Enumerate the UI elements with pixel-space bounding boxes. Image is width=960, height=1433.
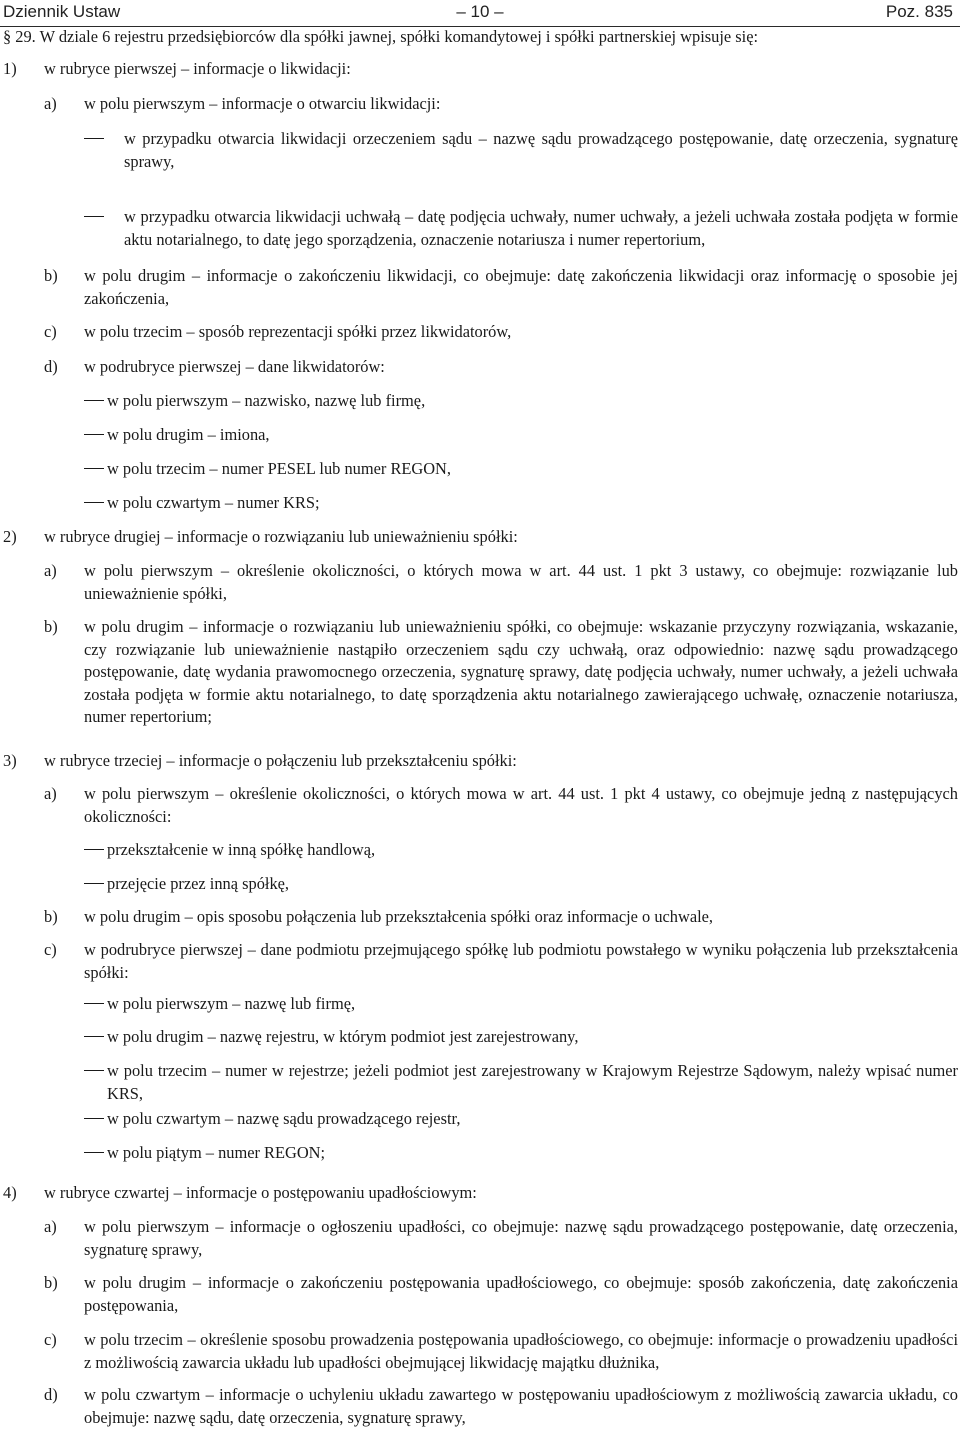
journal-title: Dziennik Ustaw bbox=[3, 2, 121, 21]
subitem-letter: b) bbox=[44, 266, 58, 285]
item-number: 2) bbox=[3, 527, 17, 546]
item-number: 4) bbox=[3, 1183, 17, 1202]
subitem-letter: a) bbox=[44, 784, 57, 803]
subitem-letter: b) bbox=[44, 1273, 58, 1292]
dash-item-text: w przypadku otwarcia likwidacji orzeczeniem sądu – nazwę sądu prowadzącego postępowanie, datę orzeczenia, sygnaturę sprawy, bbox=[124, 129, 958, 171]
dash-marker bbox=[84, 1003, 104, 1004]
dash-item-text: w polu trzecim – numer PESEL lub numer REGON, bbox=[107, 459, 451, 478]
subitem-letter: d) bbox=[44, 357, 58, 376]
subitem-text: w polu drugim – informacje o zakończeniu postępowania upadłościowego, co obejmuje: sposób zakończenia, datę zakończenia postępowania, bbox=[84, 1273, 958, 1315]
dash-marker bbox=[84, 1118, 104, 1119]
section-intro: § 29. W dziale 6 rejestru przedsiębiorców dla spółki jawnej, spółki komandytowej i spółki partnerskiej wpisuje się: bbox=[3, 27, 759, 46]
subitem-letter: c) bbox=[44, 1330, 57, 1349]
dash-marker bbox=[84, 1152, 104, 1153]
dash-marker bbox=[84, 138, 104, 139]
subitem-text: w polu pierwszym – określenie okoliczności, o których mowa w art. 44 ust. 1 pkt 3 ustawy, co obejmuje: rozwiązanie lub unieważnienie spółki, bbox=[84, 561, 958, 603]
subitem-text: w podrubryce pierwszej – dane likwidatorów: bbox=[84, 357, 385, 376]
item-text: w rubryce czwartej – informacje o postępowaniu upadłościowym: bbox=[44, 1183, 477, 1202]
dash-marker bbox=[84, 883, 104, 884]
dash-item-text: w polu drugim – imiona, bbox=[107, 425, 270, 444]
subitem-letter: b) bbox=[44, 617, 58, 636]
dash-item-text: w polu drugim – nazwę rejestru, w którym podmiot jest zarejestrowany, bbox=[107, 1027, 579, 1046]
dash-item-text: w przypadku otwarcia likwidacji uchwałą – datę podjęcia uchwały, numer uchwały, a jeżeli uchwała została podjęta w formie aktu notarialnego, to datę jego sporządzenia, oznaczenie notariusza i numer repertorium, bbox=[124, 207, 958, 249]
item-text: w rubryce drugiej – informacje o rozwiązaniu lub unieważnieniu spółki: bbox=[44, 527, 518, 546]
page-header bbox=[0, 0, 960, 27]
dash-item-text: w polu pierwszym – nazwisko, nazwę lub firmę, bbox=[107, 391, 426, 410]
subitem-letter: a) bbox=[44, 94, 57, 113]
dash-item-text: przejęcie przez inną spółkę, bbox=[107, 874, 290, 893]
subitem-letter: a) bbox=[44, 561, 57, 580]
dash-marker bbox=[84, 216, 104, 217]
subitem-text: w podrubryce pierwszej – dane podmiotu przejmującego spółkę lub podmiotu powstałego w wyniku połączenia lub przekształcenia spółki: bbox=[84, 940, 958, 982]
subitem-letter: a) bbox=[44, 1217, 57, 1236]
subitem-text: w polu pierwszym – informacje o ogłoszeniu upadłości, co obejmuje: nazwę sądu prowadzącego postępowanie, datę orzeczenia, sygnaturę sprawy, bbox=[84, 1217, 958, 1259]
dash-marker bbox=[84, 849, 104, 850]
position-number: Poz. 835 bbox=[885, 2, 953, 21]
subitem-text: w polu drugim – informacje o zakończeniu likwidacji, co obejmuje: datę zakończenia likwidacji oraz informację o sposobie jej zakończenia, bbox=[84, 266, 958, 308]
subitem-letter: b) bbox=[44, 907, 58, 926]
subitem-letter: d) bbox=[44, 1385, 58, 1404]
dash-marker bbox=[84, 400, 104, 401]
subitem-text: w polu pierwszym – określenie okoliczności, o których mowa w art. 44 ust. 1 pkt 4 ustawy, co obejmuje jedną z następujących okoliczności: bbox=[84, 784, 958, 826]
dash-item-text: przekształcenie w inną spółkę handlową, bbox=[107, 840, 376, 859]
dash-marker bbox=[84, 1070, 104, 1071]
item-text: w rubryce pierwszej – informacje o likwidacji: bbox=[44, 59, 351, 78]
dash-item-text: w polu pierwszym – nazwę lub firmę, bbox=[107, 994, 356, 1013]
subitem-text: w polu trzecim – sposób reprezentacji spółki przez likwidatorów, bbox=[84, 322, 512, 341]
dash-item-text: w polu piątym – numer REGON; bbox=[107, 1143, 326, 1162]
dash-item-text: w polu czwartym – nazwę sądu prowadzącego rejestr, bbox=[107, 1109, 461, 1128]
subitem-text: w polu drugim – opis sposobu połączenia lub przekształcenia spółki oraz informacje o uchwale, bbox=[84, 907, 714, 926]
item-number: 1) bbox=[3, 59, 17, 78]
subitem-text: w polu pierwszym – informacje o otwarciu likwidacji: bbox=[84, 94, 441, 113]
dash-marker bbox=[84, 1036, 104, 1037]
dash-marker bbox=[84, 502, 104, 503]
subitem-text: w polu trzecim – określenie sposobu prowadzenia postępowania upadłościowego, co obejmuje: informacje o prowadzeniu upadłości z możliwością zawarcia układu lub upadłości obejmującej likwidację majątku dłużnika, bbox=[84, 1330, 958, 1372]
subitem-letter: c) bbox=[44, 940, 57, 959]
subitem-letter: c) bbox=[44, 322, 57, 341]
subitem-text: w polu czwartym – informacje o uchyleniu układu zawartego w postępowaniu upadłościowym z możliwością zawarcia układu, co obejmuje: nazwę sądu, datę orzeczenia, sygnaturę sprawy, bbox=[84, 1385, 958, 1427]
dash-item-text: w polu trzecim – numer w rejestrze; jeżeli podmiot jest zarejestrowany w Krajowym Rejestrze Sądowym, należy wpisać numer KRS, bbox=[107, 1061, 958, 1103]
dash-item-text: w polu czwartym – numer KRS; bbox=[107, 493, 320, 512]
dash-marker bbox=[84, 468, 104, 469]
subitem-text: w polu drugim – informacje o rozwiązaniu lub unieważnieniu spółki, co obejmuje: wskazanie przyczyny rozwiązania, wskazanie, czy rozwiązanie lub unieważnienie nastąpiło orzeczeniem sądu czy uchwałą, oraz odpowiednio: nazwę sądu prowadzącego postępowanie, datę wydania prawomocnego orzeczenia, sygnaturę sprawy, datę podjęcia uchwały, numer uchwały, a jeżeli uchwała została podjęta w formie aktu notarialnego, to datę sporządzenia aktu notarialnego zawierającego uchwałę, oznaczenie notariusza, numer repertorium; bbox=[84, 617, 958, 726]
page-number: – 10 – bbox=[456, 2, 504, 21]
dash-marker bbox=[84, 434, 104, 435]
item-text: w rubryce trzeciej – informacje o połączeniu lub przekształceniu spółki: bbox=[44, 751, 517, 770]
item-number: 3) bbox=[3, 751, 17, 770]
